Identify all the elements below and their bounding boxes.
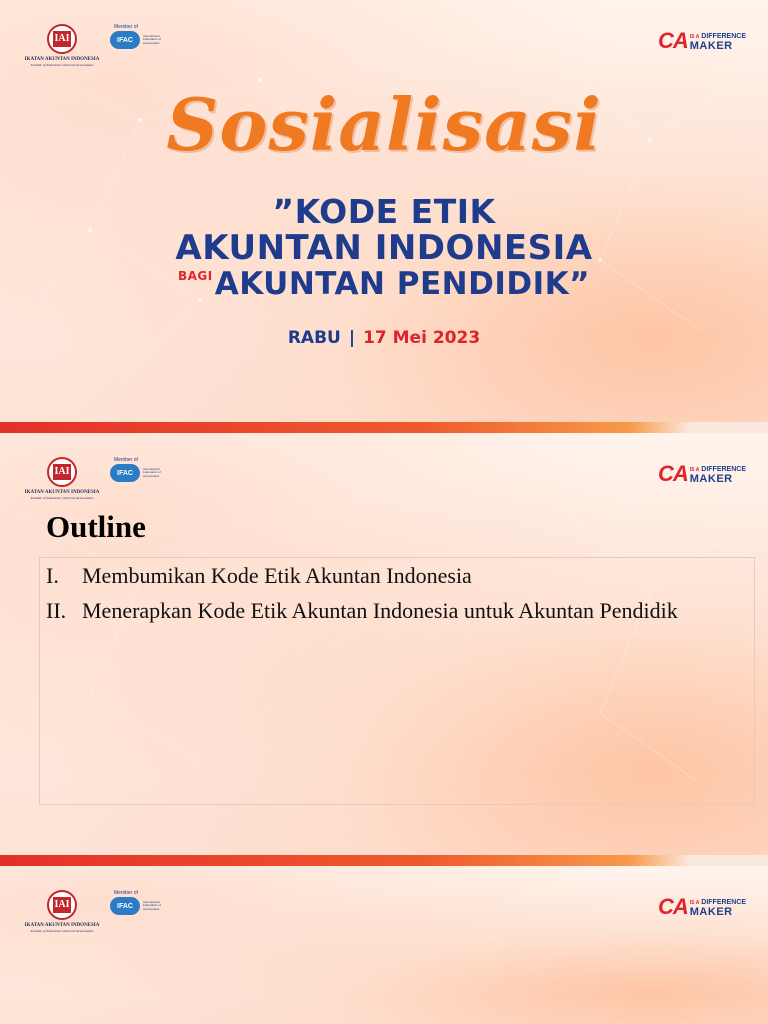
ca-maker-text: MAKER bbox=[689, 472, 733, 485]
iai-subtitle: Institute of Indonesia Chartered Accountants bbox=[30, 929, 94, 933]
title-line-3-text: AKUNTAN PENDIDIK” bbox=[214, 266, 591, 302]
ca-logo bbox=[657, 28, 746, 53]
next-slide bbox=[0, 866, 768, 1024]
ifac-member-label: Member of bbox=[114, 890, 138, 896]
ca-difference-text: DIFFERENCE bbox=[701, 465, 746, 473]
iai-name: IKATAN AKUNTAN INDONESIA bbox=[24, 923, 100, 928]
list-item-text: Membumikan Kode Etik Akuntan Indonesia bbox=[82, 563, 472, 588]
iai-logo bbox=[20, 890, 104, 934]
ifac-member-label: Member of bbox=[114, 457, 138, 463]
script-title: Sosialisasi bbox=[166, 82, 602, 167]
ca-logo bbox=[657, 894, 746, 919]
title-line-1: ”KODE ETIK bbox=[272, 192, 496, 231]
iai-name: IKATAN AKUNTAN INDONESIA bbox=[24, 57, 100, 62]
iai-emblem-icon bbox=[47, 890, 77, 920]
ca-isa-text: IS A bbox=[689, 33, 700, 40]
list-item-number: II. bbox=[46, 598, 67, 623]
ca-logo-mark: CA bbox=[657, 461, 688, 486]
ifac-description: International Federation of Accountants bbox=[143, 466, 161, 478]
ifac-description: International Federation of Accountants bbox=[143, 33, 161, 45]
ca-maker-text: MAKER bbox=[689, 905, 733, 918]
ca-difference-text: DIFFERENCE bbox=[701, 898, 746, 906]
event-day: RABU bbox=[287, 328, 341, 348]
ca-difference-text: DIFFERENCE bbox=[701, 32, 746, 40]
ifac-logo bbox=[110, 24, 174, 49]
ifac-logo bbox=[110, 890, 174, 915]
outline-slide bbox=[0, 433, 768, 855]
ca-isa-text: IS A bbox=[689, 899, 700, 906]
ifac-badge-icon: IFAC bbox=[110, 464, 140, 482]
iai-logo bbox=[20, 24, 104, 68]
ifac-member-label: Member of bbox=[114, 24, 138, 30]
ifac-logo bbox=[110, 457, 174, 482]
bagi-label: BAGI bbox=[177, 269, 213, 283]
iai-emblem-text: IAI bbox=[53, 31, 71, 47]
date-divider: | bbox=[348, 328, 356, 348]
ifac-description: International Federation of Accountants bbox=[143, 899, 161, 911]
iai-logo bbox=[20, 457, 104, 501]
iai-name: IKATAN AKUNTAN INDONESIA bbox=[24, 490, 100, 495]
ca-logo-mark: CA bbox=[657, 28, 688, 53]
slide-separator bbox=[0, 422, 768, 433]
slide-separator bbox=[0, 855, 768, 866]
ca-logo bbox=[657, 461, 746, 486]
ifac-badge-icon: IFAC bbox=[110, 897, 140, 915]
ca-isa-text: IS A bbox=[689, 466, 700, 473]
event-date bbox=[0, 328, 768, 348]
iai-subtitle: Institute of Indonesia Chartered Accountants bbox=[30, 63, 94, 67]
iai-emblem-text: IAI bbox=[53, 897, 71, 913]
ca-maker-text: MAKER bbox=[689, 39, 733, 52]
iai-emblem-icon bbox=[47, 457, 77, 487]
event-date-value: 17 Mei 2023 bbox=[363, 328, 481, 348]
list-item-number: I. bbox=[46, 563, 59, 588]
list-item bbox=[46, 598, 726, 623]
list-item bbox=[46, 563, 726, 588]
list-item-text: Menerapkan Kode Etik Akuntan Indonesia untuk Akuntan Pendidik bbox=[82, 598, 678, 623]
slide-title: Outline bbox=[46, 509, 146, 544]
iai-emblem-icon bbox=[47, 24, 77, 54]
content-placeholder bbox=[39, 557, 755, 805]
title-line-2: AKUNTAN INDONESIA bbox=[175, 228, 593, 268]
ca-logo-mark: CA bbox=[657, 894, 688, 919]
title-line-3 bbox=[0, 266, 768, 302]
iai-subtitle: Institute of Indonesia Chartered Accountants bbox=[30, 496, 94, 500]
iai-emblem-text: IAI bbox=[53, 464, 71, 480]
title-slide bbox=[0, 0, 768, 422]
ifac-badge-icon: IFAC bbox=[110, 31, 140, 49]
